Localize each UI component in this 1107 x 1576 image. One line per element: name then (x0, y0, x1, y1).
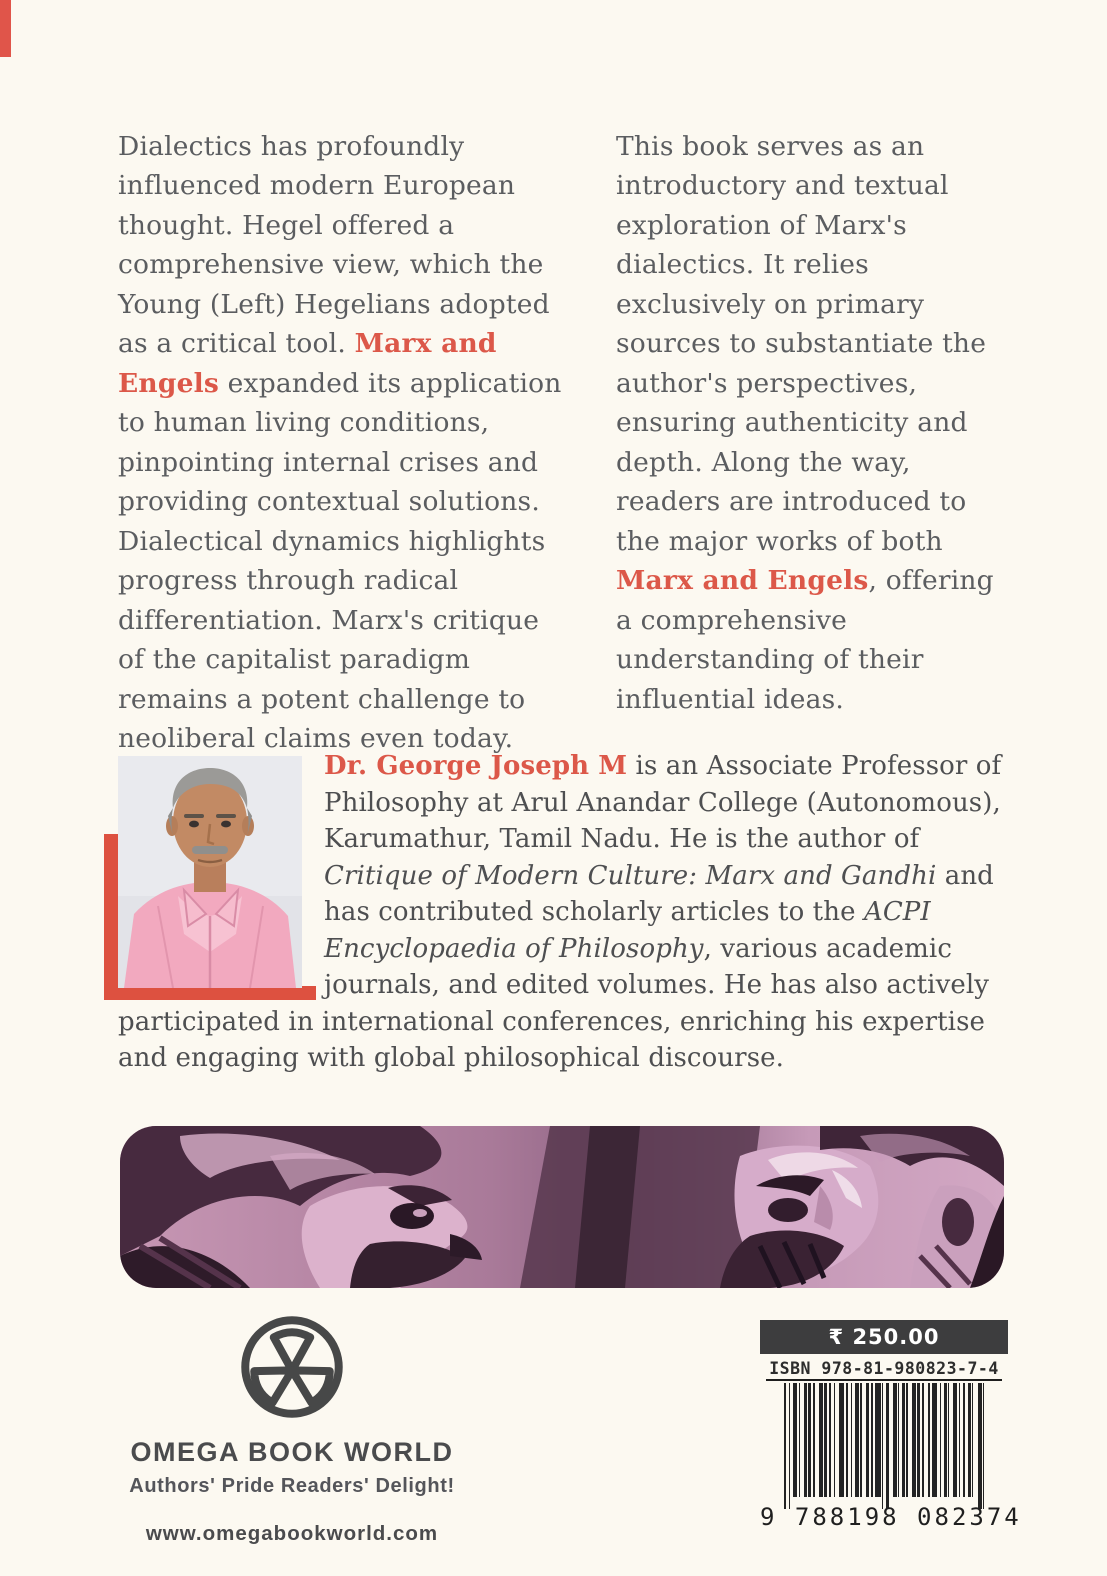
price-isbn-block (760, 1320, 1022, 1531)
synopsis-right-text: This book serves as an introductory and textual exploration of Marx's dialectics. It relies exclusively on primary sources to substantiate the author's perspectives, ensuring authenticity and depth. Along the way, readers are introduced to the major works of both (616, 130, 987, 557)
marx-engels-highlight: Marx and Engels (118, 328, 497, 399)
bio-segment: , various academic journals, and edited volumes. He has also actively participated in international conferences, enriching his expertise and engaging with global philosophical discourse. (118, 933, 990, 1073)
price-badge (760, 1320, 1008, 1354)
encyclopedia-title-italic: ACPI Encyclopaedia of Philosophy (324, 897, 931, 964)
bio-segment: is an Associate Professor of Philosophy at Arul Anandar College (Autonomous), Karumathur, Tamil Nadu. He is the author of (324, 751, 1002, 854)
publisher-website: www.omegabookworld.com (145, 1522, 439, 1545)
synopsis-section (118, 100, 1012, 785)
isbn-text: ISBN 978-81-980823-7-4 (766, 1359, 1002, 1381)
synopsis-right-column (616, 127, 1012, 759)
book-title-italic: Critique of Modern Culture: Marx and Gandhi (324, 860, 937, 891)
barcode-digits: 9 788198 082374 (760, 1503, 1022, 1531)
synopsis-left-text-cont: expanded its application to human living conditions, pinpointing internal crises and providing contextual solutions. Dialectical dynamics highlights progress through radical differentiation. Marx's critique of the capitalist paradigm remains a potent challenge to neoliberal claims even today. (118, 367, 562, 754)
price-text: ₹ 250.00 (828, 1325, 940, 1349)
publisher-tagline: Authors' Pride Readers' Delight! (129, 1475, 455, 1497)
synopsis-left-text: Dialectics has profoundly influenced modern European thought. Hegel offered a comprehensive view, which the Young (Left) Hegelians adopted as a critical tool. (118, 130, 550, 359)
synopsis-left-column (118, 127, 570, 759)
synopsis-right-text-cont: , offering a comprehensive understanding of their influential ideas. (616, 565, 994, 715)
publisher-name: OMEGA BOOK WORLD (130, 1437, 454, 1467)
author-bio-section (118, 748, 1014, 1077)
barcode (771, 1383, 997, 1509)
publisher-block (116, 1310, 468, 1546)
author-name: Dr. George Joseph M (324, 751, 628, 781)
author-photo (118, 756, 302, 988)
marx-engels-illustration (120, 1126, 1004, 1288)
trefoil-circle-icon (235, 1310, 349, 1424)
bio-segment: and has contributed scholarly articles to the (324, 860, 994, 927)
spine-red-mark (0, 0, 11, 57)
marx-engels-highlight: Marx and Engels (616, 565, 869, 596)
author-portrait-image (118, 756, 302, 988)
